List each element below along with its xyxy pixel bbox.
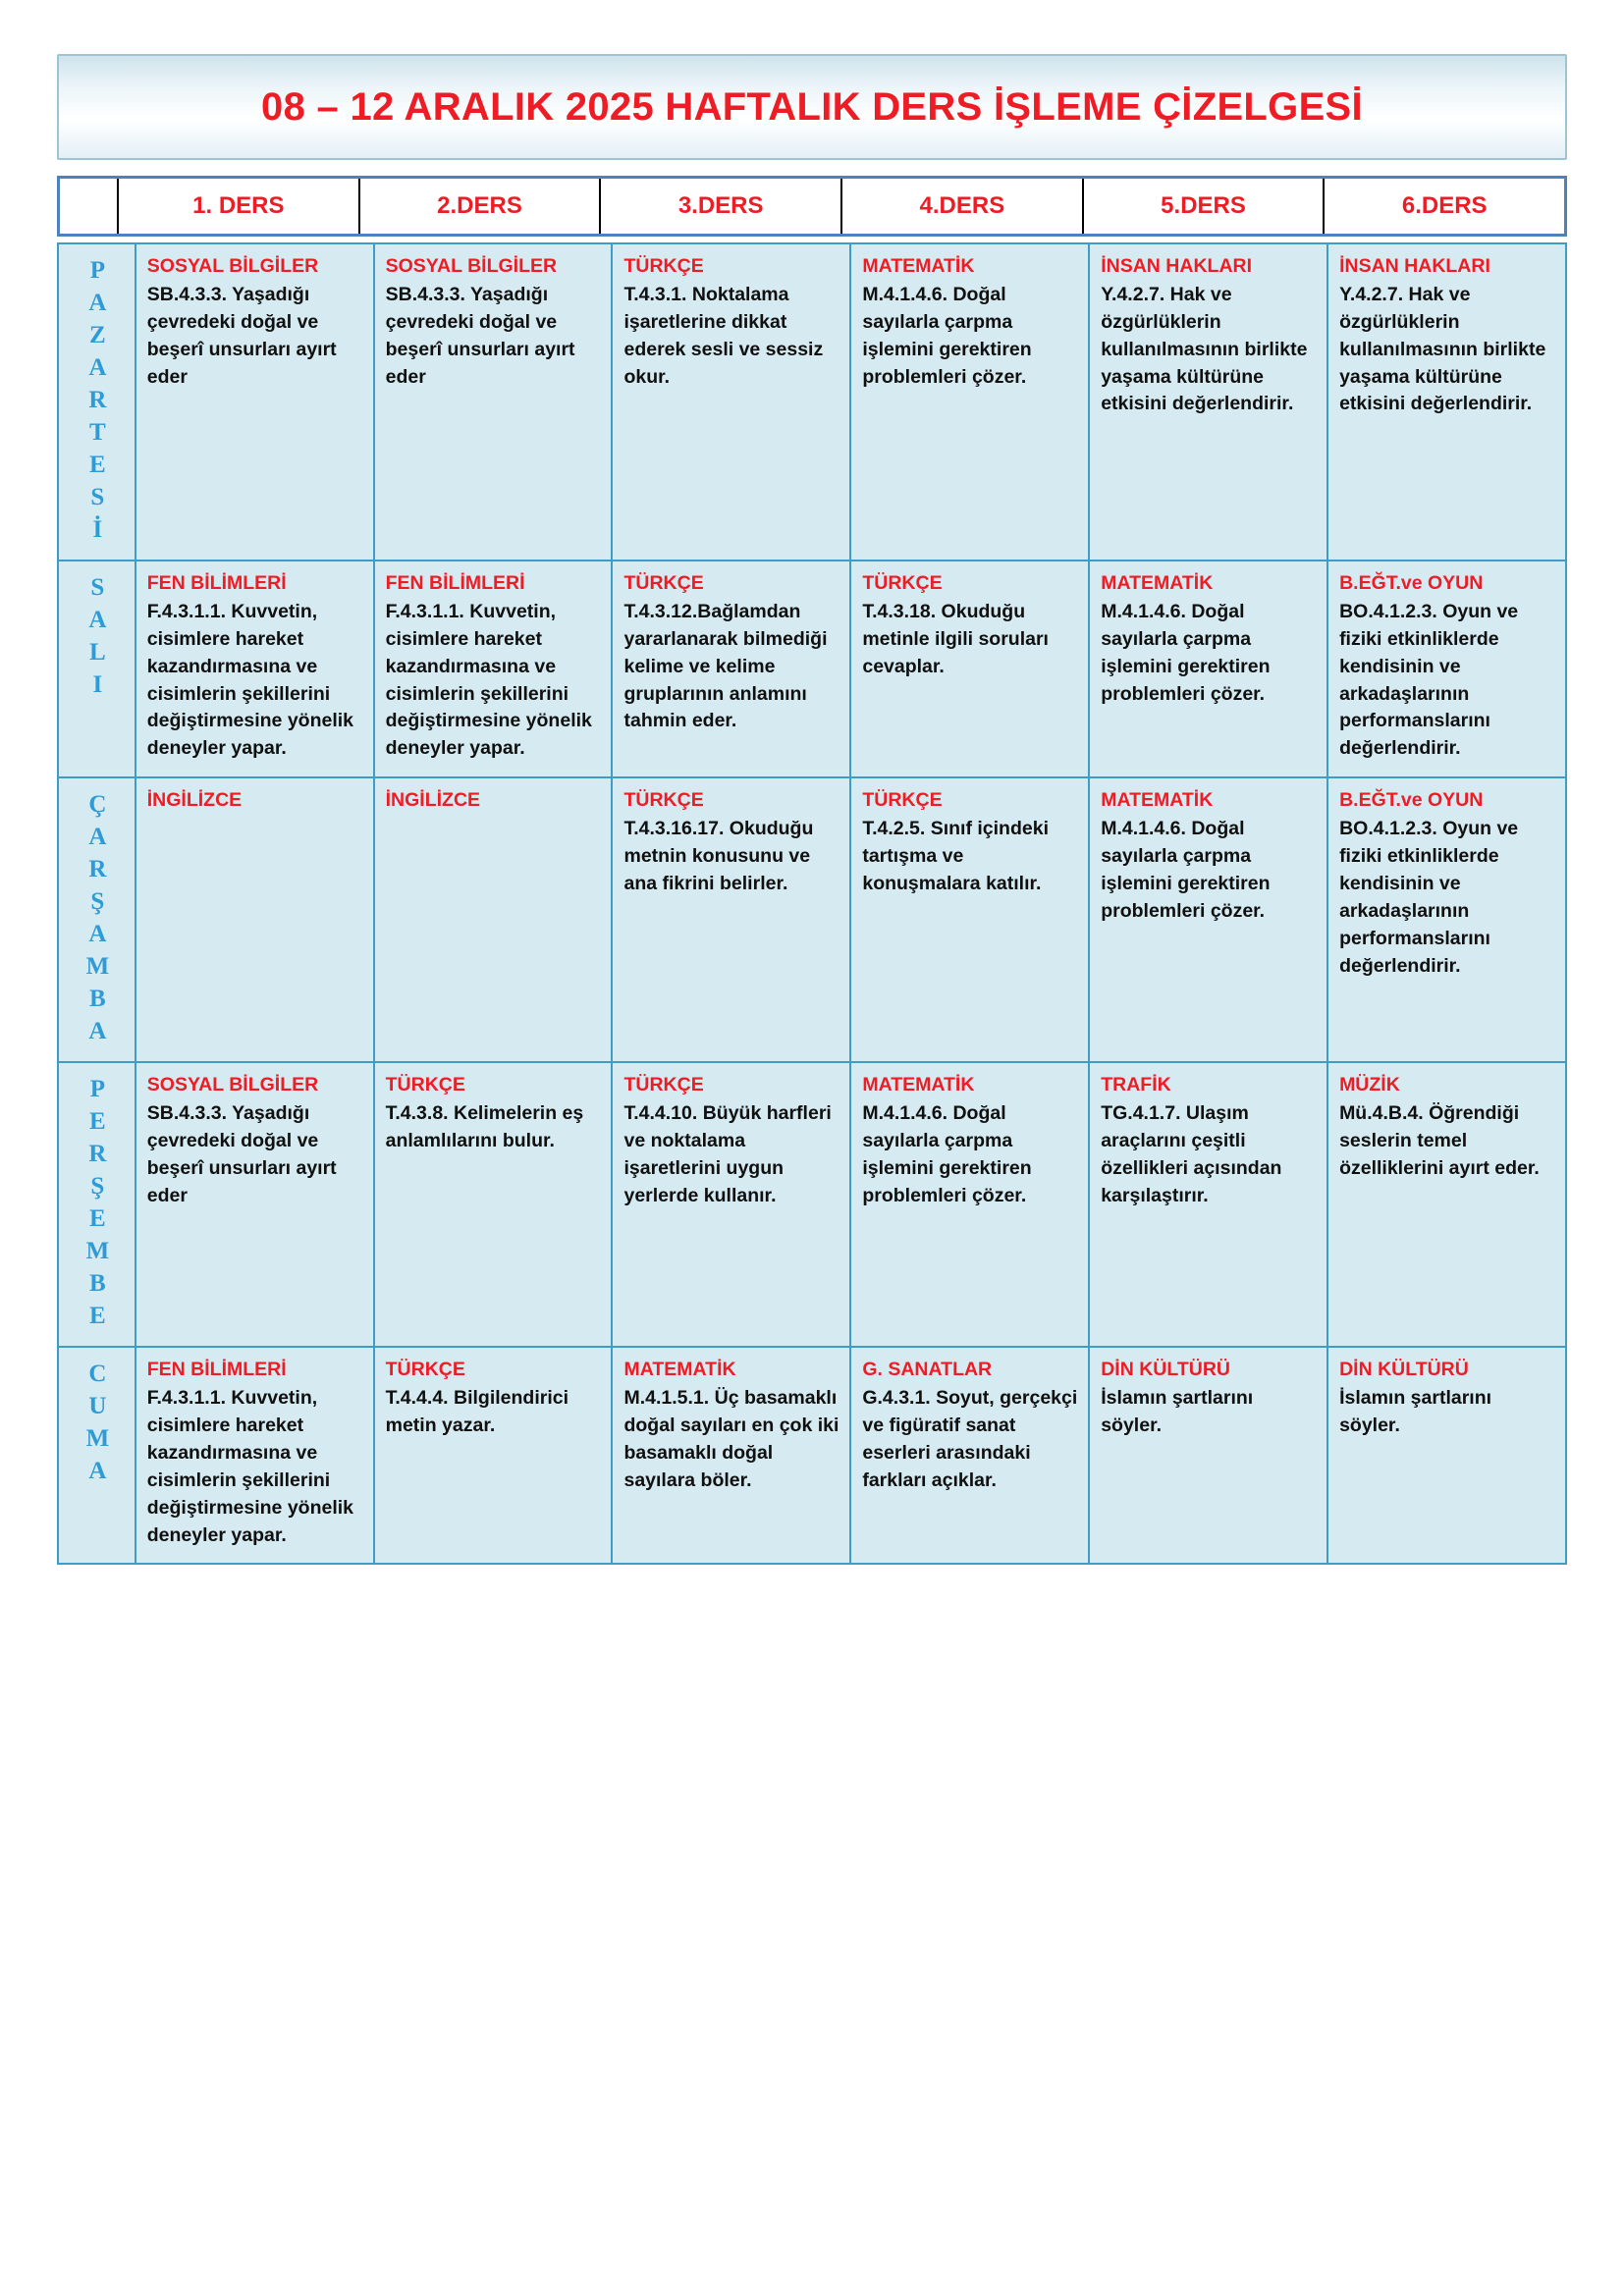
day-letter: R xyxy=(88,1141,107,1168)
lesson-objective: Mü.4.B.4. Öğrendiği seslerin temel özelliklerini ayırt eder. xyxy=(1339,1102,1540,1179)
lesson-objective: TG.4.1.7. Ulaşım araçlarını çeşitli özellikleri açısından karşılaştırır. xyxy=(1101,1102,1282,1206)
column-header-lesson-5: 5.DERS xyxy=(1084,179,1326,234)
lesson-objective: Y.4.2.7. Hak ve özgürlüklerin kullanılmasının birlikte yaşama kültürüne etkisini değerlendirir. xyxy=(1339,283,1546,415)
day-letter: Ş xyxy=(90,1173,105,1201)
table-row xyxy=(58,561,1566,777)
day-letter: T xyxy=(89,419,106,446)
lesson-subject: TÜRKÇE xyxy=(862,572,943,594)
lesson-objective: G.4.3.1. Soyut, gerçekçi ve figüratif sanat eserleri arasındaki farkları açıklar. xyxy=(862,1387,1078,1491)
day-letter: S xyxy=(90,484,105,510)
lesson-objective: İslamın şartlarını söyler. xyxy=(1339,1387,1492,1437)
lesson-objective: BO.4.1.2.3. Oyun ve fiziki etkinliklerde kendisinin ve arkadaşlarının performanslarını değerlendirir. xyxy=(1339,818,1519,977)
lesson-subject: MATEMATİK xyxy=(623,1359,736,1381)
lesson-cell xyxy=(1327,1347,1566,1564)
day-letter: A xyxy=(88,921,107,948)
lesson-cell xyxy=(850,561,1089,777)
day-letter: R xyxy=(88,387,107,413)
day-label-carsamba xyxy=(58,777,135,1062)
lesson-subject: TÜRKÇE xyxy=(862,789,943,812)
day-letter: E xyxy=(89,1108,106,1136)
table-row xyxy=(58,243,1566,561)
lesson-cell xyxy=(1089,243,1327,561)
lesson-cell xyxy=(1327,777,1566,1062)
lesson-cell xyxy=(1089,777,1327,1062)
lesson-objective: SB.4.3.3. Yaşadığı çevredeki doğal ve beşerî unsurları ayırt eder xyxy=(146,1102,337,1206)
lesson-cell xyxy=(135,1347,374,1564)
lesson-objective: F.4.3.1.1. Kuvvetin, cisimlere hareket kazandırmasına ve cisimlerin şekillerini değiştirmesine yönelik deneyler yapar. xyxy=(146,1387,354,1546)
day-letter: P xyxy=(89,1076,106,1103)
lesson-cell xyxy=(135,1062,374,1347)
lesson-cell xyxy=(135,243,374,561)
lesson-cell xyxy=(1089,561,1327,777)
weekly-schedule-table xyxy=(57,242,1567,1565)
lesson-cell xyxy=(612,243,850,561)
lesson-cell xyxy=(374,777,613,1062)
lesson-cell xyxy=(374,243,613,561)
lesson-cell xyxy=(1327,1062,1566,1347)
column-header-row xyxy=(57,176,1567,237)
day-letter: A xyxy=(88,1018,107,1045)
lesson-objective: T.4.3.16.17. Okuduğu metnin konusunu ve ana fikrini belirler. xyxy=(623,818,814,894)
day-letter: E xyxy=(89,1303,106,1330)
lesson-subject: FEN BİLİMLERİ xyxy=(146,1359,287,1381)
lesson-cell xyxy=(612,1347,850,1564)
column-header-lesson-6: 6.DERS xyxy=(1401,192,1488,219)
column-header-lesson-2: 2.DERS xyxy=(360,179,602,234)
lesson-cell xyxy=(1327,243,1566,561)
lesson-cell xyxy=(1089,1062,1327,1347)
lesson-objective: T.4.3.1. Noktalama işaretlerine dikkat ederek sesli ve sessiz okur. xyxy=(623,283,824,388)
lesson-cell xyxy=(374,1062,613,1347)
lesson-subject: MATEMATİK xyxy=(1101,572,1214,594)
lesson-cell xyxy=(1089,1347,1327,1564)
lesson-subject: MATEMATİK xyxy=(862,255,975,277)
lesson-objective: M.4.1.4.6. Doğal sayılarla çarpma işlemini gerektiren problemleri çözer. xyxy=(862,283,1032,388)
lesson-cell xyxy=(612,1062,850,1347)
lesson-subject: FEN BİLİMLERİ xyxy=(146,572,287,594)
day-letters-stack xyxy=(70,1358,126,1487)
day-letters-stack xyxy=(70,254,126,546)
day-letter: M xyxy=(85,1238,110,1265)
lesson-subject: B.EĞT.ve OYUN xyxy=(1339,572,1484,594)
lesson-subject: DİN KÜLTÜRÜ xyxy=(1339,1359,1469,1381)
lesson-subject: DİN KÜLTÜRÜ xyxy=(1101,1359,1230,1381)
lesson-cell xyxy=(135,777,374,1062)
lesson-subject: TRAFİK xyxy=(1101,1074,1171,1096)
day-letter: C xyxy=(88,1361,107,1388)
lesson-subject: TÜRKÇE xyxy=(385,1074,465,1096)
title-banner xyxy=(57,54,1567,160)
day-letter: E xyxy=(89,1205,106,1233)
table-row xyxy=(58,777,1566,1062)
lesson-cell xyxy=(850,243,1089,561)
lesson-cell xyxy=(612,777,850,1062)
lesson-objective: T.4.3.12.Bağlamdan yararlanarak bilmediği kelime ve kelime gruplarının anlamını tahmin eder. xyxy=(623,600,828,732)
lesson-subject: TÜRKÇE xyxy=(385,1359,465,1381)
column-header-lesson-3: 3.DERS xyxy=(601,179,842,234)
day-label-cuma xyxy=(58,1347,135,1564)
day-letter: A xyxy=(88,1458,107,1485)
day-letter: S xyxy=(90,574,105,601)
lesson-subject: B.EĞT.ve OYUN xyxy=(1339,789,1484,812)
column-header-lesson-1: 1. DERS xyxy=(119,179,360,234)
lesson-subject: TÜRKÇE xyxy=(623,572,704,594)
lesson-objective: T.4.4.10. Büyük harfleri ve noktalama işaretlerini uygun yerlerde kullanır. xyxy=(623,1102,832,1206)
lesson-objective: T.4.3.8. Kelimelerin eş anlamlılarını bulur. xyxy=(385,1102,584,1152)
lesson-cell xyxy=(850,1062,1089,1347)
lesson-subject: G. SANATLAR xyxy=(862,1359,993,1381)
table-row xyxy=(58,1347,1566,1564)
day-label-sali xyxy=(58,561,135,777)
lesson-subject: İNSAN HAKLARI xyxy=(1339,255,1490,277)
day-letter: L xyxy=(89,639,106,666)
day-letter: A xyxy=(88,354,107,381)
schedule-body xyxy=(58,243,1566,1564)
day-letter: A xyxy=(88,824,107,851)
table-row xyxy=(58,1062,1566,1347)
lesson-subject: MATEMATİK xyxy=(862,1074,975,1096)
lesson-objective: M.4.1.4.6. Doğal sayılarla çarpma işlemini gerektiren problemleri çözer. xyxy=(862,1102,1032,1206)
lesson-cell xyxy=(1327,561,1566,777)
day-letter: M xyxy=(85,1425,110,1453)
day-letter: A xyxy=(88,290,107,316)
day-letter: B xyxy=(89,1270,106,1298)
lesson-subject: MATEMATİK xyxy=(1101,789,1214,812)
day-letter: Z xyxy=(89,322,106,348)
lesson-subject: TÜRKÇE xyxy=(623,255,704,277)
day-letter: Ç xyxy=(88,791,107,819)
day-letter: E xyxy=(89,452,106,478)
day-letter: İ xyxy=(92,516,103,543)
column-header-lesson-4: 4.DERS xyxy=(842,179,1084,234)
lesson-subject: İNGİLİZCE xyxy=(146,789,243,812)
lesson-subject: MÜZİK xyxy=(1339,1074,1400,1096)
page-title: 08 – 12 ARALIK 2025 HAFTALIK DERS İŞLEME ÇİZELGESİ xyxy=(261,84,1363,129)
day-letter: A xyxy=(88,607,107,633)
lesson-subject: SOSYAL BİLGİLER xyxy=(146,255,319,277)
lesson-objective: SB.4.3.3. Yaşadığı çevredeki doğal ve beşerî unsurları ayırt eder xyxy=(385,283,575,388)
lesson-subject: İNSAN HAKLARI xyxy=(1101,255,1253,277)
day-letter: B xyxy=(89,986,106,1013)
lesson-objective: M.4.1.5.1. Üç basamaklı doğal sayıları en çok iki basamaklı doğal sayılara böler. xyxy=(623,1387,839,1491)
lesson-objective: Y.4.2.7. Hak ve özgürlüklerin kullanılmasının birlikte yaşama kültürüne etkisini değerlendirir. xyxy=(1101,283,1308,415)
lesson-objective: F.4.3.1.1. Kuvvetin, cisimlere hareket kazandırmasına ve cisimlerin şekillerini değiştirmesine yönelik deneyler yapar. xyxy=(385,600,592,760)
lesson-subject: İNGİLİZCE xyxy=(385,789,481,812)
day-label-pazartesi xyxy=(58,243,135,561)
day-letter: P xyxy=(89,257,106,284)
day-letters-stack xyxy=(70,1073,126,1332)
day-letters-stack xyxy=(70,788,126,1047)
lesson-subject: TÜRKÇE xyxy=(623,789,704,812)
lesson-subject: TÜRKÇE xyxy=(623,1074,704,1096)
day-letters-stack xyxy=(70,571,126,701)
lesson-objective: BO.4.1.2.3. Oyun ve fiziki etkinliklerde kendisinin ve arkadaşlarının performanslarını değerlendirir. xyxy=(1339,600,1519,760)
lesson-objective: M.4.1.4.6. Doğal sayılarla çarpma işlemini gerektiren problemleri çözer. xyxy=(1101,818,1271,922)
lesson-subject: SOSYAL BİLGİLER xyxy=(385,255,558,277)
lesson-cell xyxy=(850,777,1089,1062)
lesson-cell xyxy=(850,1347,1089,1564)
day-letter: I xyxy=(92,671,103,698)
lesson-objective: F.4.3.1.1. Kuvvetin, cisimlere hareket kazandırmasına ve cisimlerin şekillerini değiştirmesine yönelik deneyler yapar. xyxy=(146,600,354,760)
lesson-subject: SOSYAL BİLGİLER xyxy=(146,1074,319,1096)
day-letter: M xyxy=(85,953,110,981)
header-day-column xyxy=(60,179,119,234)
lesson-objective: T.4.4.4. Bilgilendirici metin yazar. xyxy=(385,1387,569,1437)
lesson-objective: T.4.2.5. Sınıf içindeki tartışma ve konuşmalara katılır. xyxy=(862,818,1049,894)
lesson-cell xyxy=(135,561,374,777)
lesson-objective: T.4.3.18. Okuduğu metinle ilgili soruları cevaplar. xyxy=(862,600,1049,677)
lesson-cell xyxy=(374,1347,613,1564)
day-letter: Ş xyxy=(90,888,105,916)
lesson-subject: FEN BİLİMLERİ xyxy=(385,572,525,594)
day-letter: U xyxy=(88,1393,107,1420)
lesson-cell xyxy=(612,561,850,777)
lesson-cell xyxy=(374,561,613,777)
lesson-objective: M.4.1.4.6. Doğal sayılarla çarpma işlemini gerektiren problemleri çözer. xyxy=(1101,600,1271,705)
day-letter: R xyxy=(88,856,107,883)
day-label-persembe xyxy=(58,1062,135,1347)
lesson-objective: İslamın şartlarını söyler. xyxy=(1101,1387,1254,1437)
lesson-objective: SB.4.3.3. Yaşadığı çevredeki doğal ve beşerî unsurları ayırt eder xyxy=(146,283,337,388)
